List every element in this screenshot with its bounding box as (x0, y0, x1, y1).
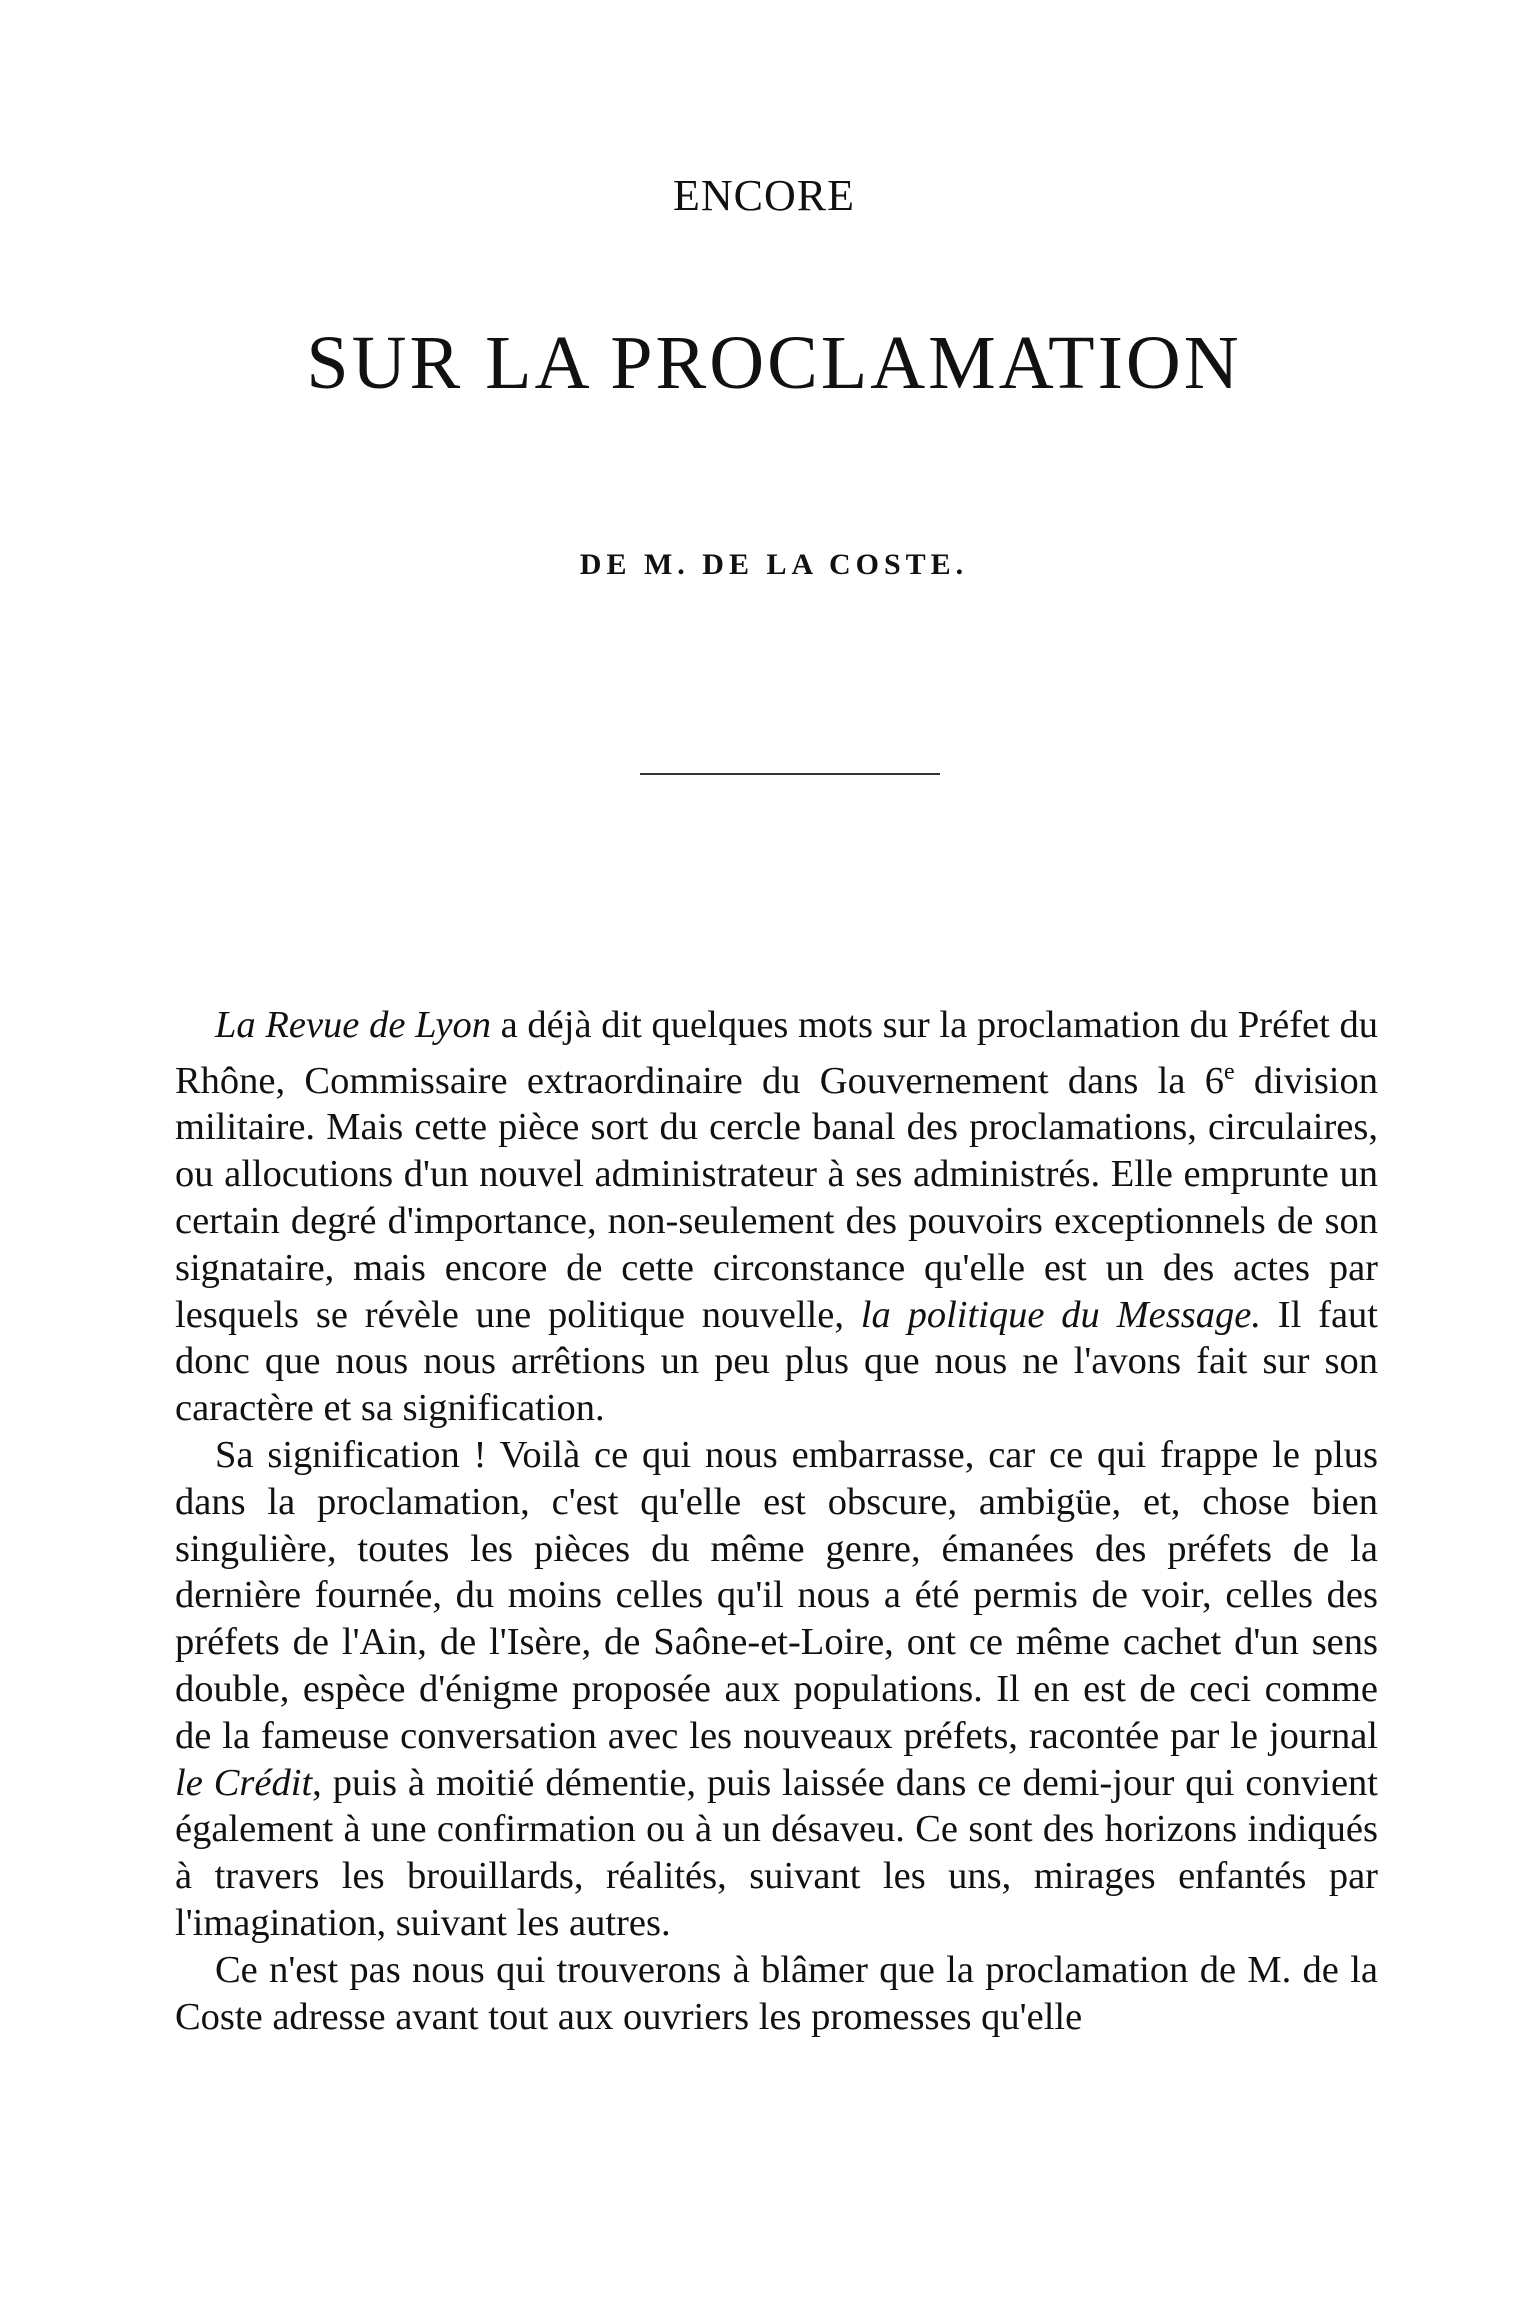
text-segment: , puis à moitié démentie, puis laissée dans ce demi-jour qui convient également à une confirmation ou à un désaveu. Ce sont des horizons indiqués à travers les brouillards, réalités, suivant les uns, mirages enfantés par l'imagination, suivant les autres. (175, 1761, 1378, 1944)
body-text (175, 1002, 1378, 2040)
text-segment: Il faut donc que nous nous arrêtions un peu plus que nous ne l'avons fait sur son caractère et sa signification. (175, 1293, 1378, 1430)
title-subtitle: DE M. DE LA COSTE. (579, 548, 969, 581)
text-segment: Ce n'est pas nous qui trouverons à blâmer que la proclamation de M. de la Coste adresse avant tout aux ouvriers les promesses qu'elle (175, 1948, 1378, 2038)
text-segment: Sa signification ! Voilà ce qui nous embarrasse, car ce qui frappe le plus dans la proclamation, c'est qu'elle est obscure, ambigüe, et, chose bien singulière, toutes les pièces du même genre, émanées des préfets de la dernière fournée, du moins celles qu'il nous a été permis de voir, celles des préfets de l'Ain, de l'Isère, de Saône-et-Loire, ont ce même cachet d'un sens double, espèce d'énigme proposée aux populations. Il en est de ceci comme de la fameuse conversation avec les nouveaux préfets, racontée par le journal (175, 1434, 1378, 1757)
paragraph-3 (175, 1947, 1378, 2041)
text-segment: La Revue de Lyon (215, 1004, 491, 1046)
text-segment: a déjà dit quelques mots sur la proclamation du Préfet du Rhône, Commissaire extraordinaire du Gouvernement dans la 6 (175, 1004, 1378, 1102)
title-top: ENCORE (673, 171, 855, 220)
paragraph-1 (175, 1002, 1378, 1432)
text-segment: division militaire. Mais cette pièce sort du cercle banal des proclamations, circulaires, ou allocutions d'un nouvel administrateur à ses administrés. Elle emprunte un certain degré d'importance, non-seulement des pouvoirs exceptionnels de son signataire, mais encore de cette circonstance qu'elle est un des actes par lesquels se révèle une politique nouvelle, (175, 1059, 1378, 1336)
text-segment: la politique du Message. (860, 1293, 1261, 1336)
divider-rule (640, 773, 940, 775)
paragraph-2 (175, 1432, 1378, 1947)
page-title: SUR LA PROCLAMATION (306, 321, 1242, 405)
superscript: e (1224, 1058, 1235, 1085)
text-segment: le Crédit (175, 1761, 313, 1804)
